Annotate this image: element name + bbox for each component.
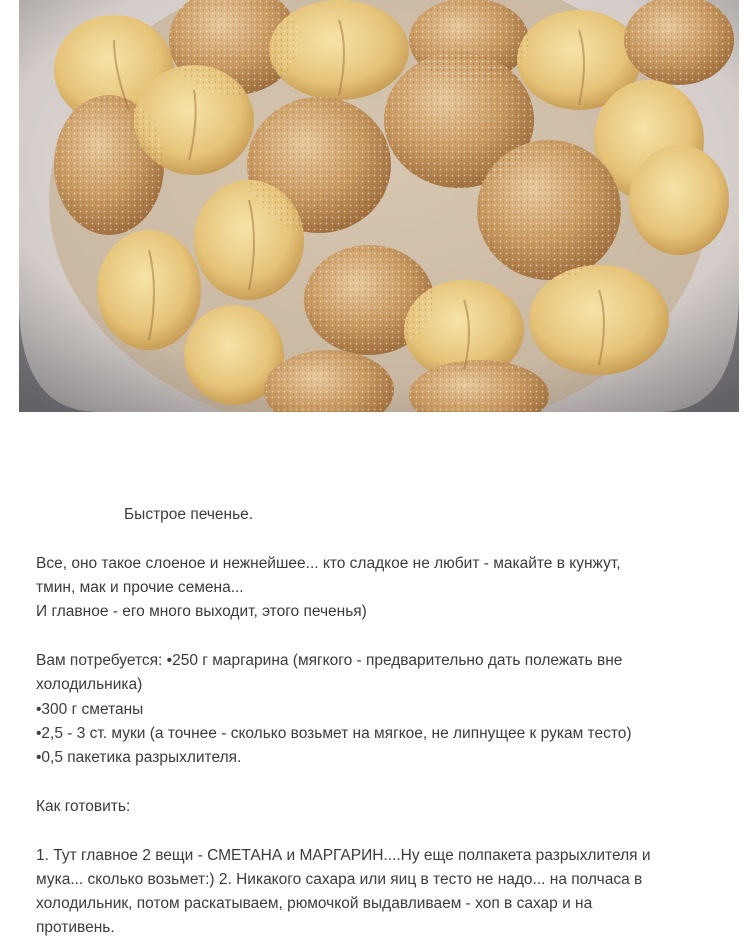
intro-line: Все, оно такое слоеное и нежнейшее... кто сладкое не любит - макайте в кунжут, (36, 555, 621, 572)
step-line: 1. Тут главное 2 вещи - СМЕТАНА и МАРГАРИН....Ну еще полпакета разрыхлителя и (36, 847, 651, 864)
how-to-label: Как готовить: (36, 798, 131, 815)
step-line: холодильник, потом раскатываем, рюмочкой выдавливаем - хоп в сахар и на (36, 895, 593, 912)
recipe-title: Быстрое печенье. (124, 506, 254, 523)
step-line: противень. (36, 919, 115, 936)
ingredient-line: •2,5 - 3 ст. муки (а точнее - сколько возьмет на мягкое, не липнущее к рукам тесто) (36, 725, 632, 742)
intro-line: тмин, мак и прочие семена... (36, 579, 244, 596)
cookies-illustration (19, 0, 739, 412)
ingredient-line: •0,5 пакетика разрыхлителя. (36, 749, 242, 766)
ingredient-line: •300 г сметаны (36, 701, 144, 718)
intro-line: И главное - его много выходит, этого печенья) (36, 603, 367, 620)
ingredient-line: холодильника) (36, 676, 143, 693)
step-line: мука... сколько возьмет:) 2. Никакого сахара или яиц в тесто не надо... на полчаса в (36, 871, 643, 888)
cookies-photo (19, 0, 739, 412)
ingredient-line: Вам потребуется: •250 г маргарина (мягкого - предварительно дать полежать вне (36, 652, 623, 669)
